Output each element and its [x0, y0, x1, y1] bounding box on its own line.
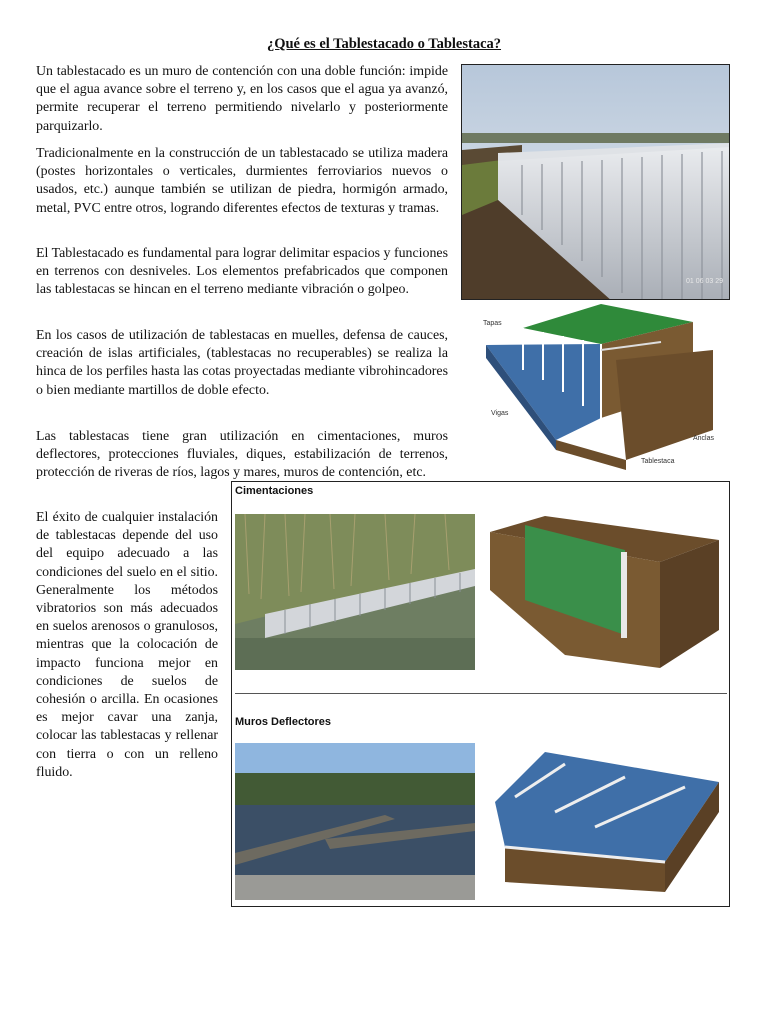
photo-date-stamp: 01 06 03 29: [686, 278, 723, 285]
caption-cimentaciones: Cimentaciones: [235, 485, 314, 497]
paragraph-5: Las tablestacas tiene gran utilización en cimentaciones, muros deflectores, protecciones fluviales, diques, estabilización de terrenos, protección de riveras de ríos, lagos y mares, muros de contención, etc.: [36, 429, 448, 481]
page-title: ¿Qué es el Tablestacado o Tablestaca?: [266, 36, 502, 52]
paragraph-1: Un tablestacado es un muro de contención con una doble función: impide que el agua avance sobre el terreno y, en los casos que el agua ya avanzó, permite recuperar el terreno permitiendo nivelarlo y posteriormente parquizarlo.: [36, 64, 448, 134]
label-anclas: Anclas: [693, 435, 715, 442]
figure-divider: [235, 693, 727, 694]
label-tapas: Tapas: [483, 320, 502, 327]
cimentaciones-diagram: [485, 510, 721, 670]
paragraph-2: Tradicionalmente en la construcción de un tablestacado se utiliza madera (postes horizontales o verticales, durmientes ferroviarios nuevos o usados, etc.) aunque también se utilizan de piedra, hormigón armado, metal, PVC entre otros, logrando diferentes efectos de texturas y tramas.: [36, 146, 448, 216]
paragraph-3: El Tablestacado es fundamental para lograr delimitar espacios y funciones en terrenos con desniveles. Los elementos prefabricados que componen las tablestacas se hincan en el terreno mediante vibración o golpeo.: [36, 246, 448, 298]
cimentaciones-photo: [235, 514, 475, 670]
label-tablestaca: Tablestaca: [641, 458, 675, 465]
anchored-sheet-pile-diagram: [461, 300, 730, 481]
caption-muros-deflectores: Muros Deflectores: [235, 716, 331, 728]
sheet-pile-wall-photo: [461, 64, 730, 300]
paragraph-6: El éxito de cualquier instalación de tablestacas depende del uso del equipo adecuado a las condiciones del suelo en el sitio. Generalmente los métodos vibratorios son más adecuados en suelos arenosos o granulosos, mientras que la colocación de impacto funciona mejor en condiciones de suelos de cohesión o arcilla. En ocasiones es mejor cavar una zanja, colocar las tablestacas y rellenar con tierra o con un relleno fluido.: [36, 510, 218, 780]
muros-deflectores-diagram: [485, 742, 721, 900]
label-vigas: Vigas: [491, 410, 509, 417]
paragraph-4: En los casos de utilización de tablestacas en muelles, defensa de cauces, creación de islas artificiales, (tablestacas no recuperables) se realiza la hinca de los perfiles hasta las cotas proyectadas mediante vibrohincadores o bien mediante martillos de doble efecto.: [36, 328, 448, 398]
muros-deflectores-photo: [235, 743, 475, 900]
